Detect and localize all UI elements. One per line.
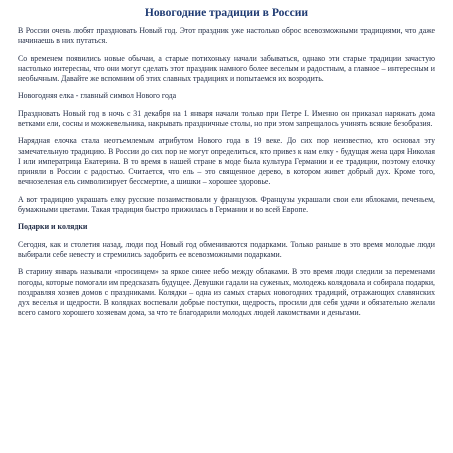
paragraph-koliadki: В старину январь называли «просинцем» за яркое синее небо между облаками. В это время люди следили за переменами погоды, которые помогали им предсказать будущее. Девушки гадали на суженых, молодежь колядовала и собирала подарки, поздравляя хозяев домов с праздниками. Колядки – одна из самых старых новогодних традиций, отражающих славянских дух веселья и щедрости. В колядках воспевали добрые поступки, щедрость, просили для себя удачи и обязательно желали всего самого хорошего хозяевам дома, за что те благодарили молодых людей лакомствами и деньгами.: [18, 267, 435, 318]
paragraph-tree-history: Нарядная елочка стала неотъемлемым атрибутом Нового года в 19 веке. До сих пор неизвестно, кто основал эту замечательную традицию. В России до сих пор не могут определиться, кто привез к нам елку - будущая жена царя Николая I или императрица Екатерина. В то время в нашей стране в моде была культура Германии и ее традиции, поэтому елочку приняли в России с радостью. Считается, что ель – это священное дерево, в котором живет добрый дух. Кроме того, вечнозеленая ель символизирует бессмертие, а шишки – хорошее здоровье.: [18, 136, 435, 187]
section-heading-gifts: Подарки и колядки: [18, 222, 88, 232]
paragraph-gifts: Сегодня, как и столетия назад, люди под Новый год обмениваются подарками. Только раньше в это время молодые люди выбирали себе невесту и стремились задобрить ее всевозможными подарками.: [18, 239, 435, 259]
paragraph-decorating: А вот традицию украшать елку русские позаимствовали у французов. Французы украшали свои ели яблоками, печеньем, бумажными цветами. Такая традиция быстро прижилась в Германии и во всей Европе.: [18, 194, 435, 215]
paragraph-customs: Со временем появились новые обычаи, а старые потихоньку начали забываться, однако эти старые традиции зачастую настолько интересны, что они могут сделать этот праздник намного более веселым и радостным, а главное – интересным и необычным. Давайте же вспомним об этих славных традициях и попытаемся их возродить.: [18, 53, 435, 84]
paragraph-peter: Праздновать Новый год в ночь с 31 декабря на 1 января начали только при Петре I. Именно он приказал наряжать дома ветками ели, сосны и можжевельника, накрывать праздничные столы, но при этом запрещалось учинять всякие безобразия.: [18, 108, 435, 128]
section-heading-tree: Новогодняя елка - главный символ Нового года: [18, 91, 177, 101]
paragraph-intro: В России очень любят праздновать Новый год. Этот праздник уже настолько оброс всевозможными традициями, что даже начинаешь в них путаться.: [18, 25, 435, 46]
page-title: Новогодние традиции в России: [144, 6, 309, 19]
